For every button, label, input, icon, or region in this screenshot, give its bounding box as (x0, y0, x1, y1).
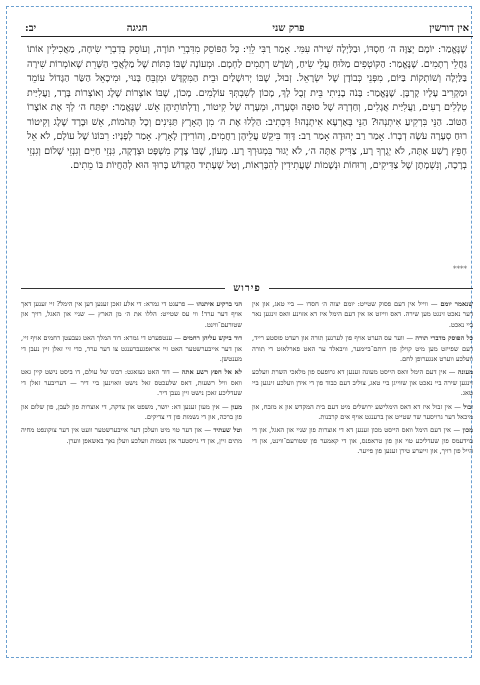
commentary-entry: מכון — אין דעם הימל וואס הייסט מכון זענען דא די אוצרות פון שניי און האגל, און די בוידעמס פון שעדליכע טוי און פון טראפנס, און די קאמער פון שטורעם־ווינט, און די הייל פון רויך, און זייערע טירן זענען פון פייער. (252, 426, 473, 456)
commentary-column-left (21, 299, 242, 685)
commentary-entry: שנאמר יומם — ווייל אין דעם פסוק שטייט: יומם יצוה ה׳ חסדו — ביי טאג, און אין דער נאכט זינגט מען שירה. דאס ווייזט אז אין דעם הימל איז דא אזוינע וואס זינגען נאר ביי נאכט. (252, 300, 473, 329)
divider-rule (21, 288, 225, 289)
commentary-lemma: שנאמר יומם (440, 300, 473, 308)
commentary-entry: דוד ביקש עליהן רחמים — ענטפערט די גמרא: דוד המלך האט געבעטן רחמים אויף זיי, און דער אייבערשטער האט זיי אראפגעברענגט צו דער ערד, כדי זיי זאלן זיין נעבן די מענטשן. (21, 334, 242, 364)
page-frame (6, 6, 472, 658)
commentary-entry: כל הפוסק מדברי תורה — ווער עס הערט אויף פון לערנען תורה און רעדט פוסטע רייד, דעם שפייזט מען מיט קוילן פון רותם־ביימער, וויבאלד ער האט פארלאזט די תורה וועלכע ווערט אנגערופן לחם. (252, 334, 473, 364)
commentary-column-right (252, 299, 473, 685)
commentary-lemma: זבול (463, 402, 473, 411)
commentary-text: און דער טוי מיט וועלכן דער אייבערשטער וועט אין דער צוקונפט מחיה מתים זיין, און די גייסטער און נשמות וועלכע וועלן נאך באשאפן ווערן. (21, 426, 242, 445)
commentary-entry: וטל שעתיד — און דער טוי מיט וועלכן דער אייבערשטער וועט אין דער צוקונפט מחיה מתים זיין, און די גייסטער און נשמות וועלכע וועלן נאך באשאפן ווערן. (21, 426, 242, 445)
commentary-entry: לא אל חפץ רשע אתה — דוד האט געזאגט: רבונו של עולם, דו ביסט נישט קיין גאט וואס וויל רשעות, דאס שלעכטס זאל נישט וואוינען ביי דיר — דעריבער זאלן די שעדליכע זאכן נישט זיין נעבן דיר. (21, 368, 242, 398)
main-text-block (21, 43, 473, 263)
commentary-lemma: מכון (462, 426, 473, 435)
footnote-marker: **** (453, 265, 467, 273)
commentary-entry: מעונה — אין דעם הימל וואס הייסט מעונה זענען דא גרופעס פון מלאכי השרת וועלכע זינגען שירה ביי נאכט און שווייגן ביי טאג, צוליב דעם כבוד פון די אידן וועלכע זינגען ביי טאג. (252, 368, 473, 398)
header-chapter-name: אין דורשין (429, 23, 469, 34)
commentary-text: ווייל אין דעם פסוק שטייט: יומם יצוה ה׳ חסדו — ביי טאג, און אין דער נאכט זינגט מען שירה. דאס ווייזט אז אין דעם הימל איז דא אזוינע וואס זינגען נאר ביי נאכט. (252, 300, 473, 329)
header-tractate-name: חגיגה (126, 23, 148, 34)
commentary-lemma: מעון (230, 402, 242, 411)
commentary-lemma: וטל שעתיד (213, 426, 242, 435)
commentary-text: אין דעם הימל וואס הייסט מעונה זענען דא גרופעס פון מלאכי השרת וועלכע זינגען שירה ביי נאכט און שווייגן ביי טאג, צוליב דעם כבוד פון די אידן וועלכע זינגען ביי טאג. (252, 368, 473, 398)
commentary-title: פירוש (233, 282, 261, 294)
talmud-page (21, 21, 473, 661)
commentary-entry: מעון — אין מעון זענען דא: יושר, משפט און צדקה, די אוצרות פון לעבן, פון שלום און פון ברכה, און די נשמות פון די צדיקים. (21, 402, 242, 422)
divider-rule (269, 288, 473, 289)
header-tractate (25, 23, 148, 34)
commentary-header (21, 281, 473, 295)
commentary-text: אין מעון זענען דא: יושר, משפט און צדקה, די אוצרות פון לעבן, פון שלום און פון ברכה, און די נשמות פון די צדיקים. (21, 402, 242, 422)
commentary-text: ווער עס הערט אויף פון לערנען תורה און רעדט פוסטע רייד, דעם שפייזט מען מיט קוילן פון רותם־ביימער, וויבאלד ער האט פארלאזט די תורה וועלכע ווערט אנגערופן לחם. (252, 334, 473, 364)
header-chapter-number: פרק שני (272, 23, 305, 34)
main-text-paragraph: שֶׁנֶּאֱמַר: יוֹמָם יְצַוֶּה ה׳ חַסְדּוֹ, וּבַלַּיְלָה שִׁירֹה עִמִּי. אָמַר רַבִּי לֵוִי: כָּל הַפּוֹסֵק מִדִּבְרֵי תוֹרָה, וְעוֹסֵק בְּדִבְרֵי שִׂיחָה, מַאֲכִילִין אוֹתוֹ גַּחֲלֵי רְתָמִים. שֶׁנֶּאֱמַר: הַקּוֹטְפִים מַלּוּחַ עֲלֵי שִׂיחַ, וְשֹׁרֶשׁ רְתָמִים לַחְמָם. וּמְעוֹנָה שֶׁבּוֹ כִּתּוֹת שֶׁל מַלְאֲכֵי הַשָּׁרֵת שֶׁאוֹמְרוֹת שִׁירָה בַּלַּיְלָה וְשׁוֹתְקוֹת בַּיּוֹם, מִפְּנֵי כְּבוֹדָן שֶׁל יִשְׂרָאֵל. זְבוּל, שֶׁבּוֹ יְרוּשָׁלַיִם וּבֵית הַמִּקְדָּשׁ וּמִזְבֵּחַ בָּנוּי, וּמִיכָאֵל הַשַּׂר הַגָּדוֹל עוֹמֵד וּמַקְרִיב עָלָיו קָרְבָּן. שֶׁנֶּאֱמַר: בָּנֹה בָנִיתִי בֵּית זְבֻל לָךְ, מָכוֹן לְשִׁבְתְּךָ עוֹלָמִים. מָכוֹן, שֶׁבּוֹ אוֹצְרוֹת שֶׁלֶג וְאוֹצְרוֹת בָּרָד, וַעֲלִיַּית טְלָלִים רָעִים, וַעֲלִיַּית אֲגָלִים, וְחַדְרָהּ שֶׁל סוּפָה וּסְעָרָה, וּמְעָרָה שֶׁל קִיטוֹר, וְדַלְתוֹתֵיהֶן אֵשׁ. שֶׁנֶּאֱמַר: יִפְתַּח ה׳ לְךָ אֶת אוֹצָרוֹ הַטּוֹב. הַנֵּי בִּרְקִיעַ אִיתְנְהוּ? הַנֵּי בְּאַרְעָא אִיתְנְהוּ! דִּכְתִיב: הַלְלוּ אֶת ה׳ מִן הָאָרֶץ תַּנִּינִים וְכָל תְּהֹמוֹת, אֵשׁ וּבָרָד שֶׁלֶג וְקִיטוֹר רוּחַ סְעָרָה עֹשָׂה דְבָרוֹ. אָמַר רַב יְהוּדָה אָמַר רַב: דָּוִד בִּיקֵּשׁ עֲלֵיהֶן רַחֲמִים, וְהוֹרִידָן לָאָרֶץ. אָמַר לְפָנָיו: רִבּוֹנוֹ שֶׁל עוֹלָם, לֹא אֵל חָפֵץ רֶשַׁע אָתָּה, לֹא יְגֻרְךָ רָע, צַדִּיק אַתָּה ה׳, לֹא יָגוּר בִּמְגוּרְךָ רָע. מָעוֹן, שֶׁבּוֹ צֶדֶק מִשְׁפָּט וּצְדָקָה, גִּנְזֵי חַיִּים וְגִנְזֵי שָׁלוֹם וְגִנְזֵי בְרָכָה, וְנִשְׁמָתָן שֶׁל צַדִּיקִים, וְרוּחוֹת וּנְשָׁמוֹת שֶׁעֲתִידִין לְהִבָּרְאוֹת, וְטַל שֶׁעָתִיד הַקָּדוֹשׁ בָּרוּךְ הוּא לְהַחֲיוֹת בּוֹ מֵתִים. (27, 44, 467, 171)
running-header (21, 21, 473, 37)
commentary-text: דוד האט געזאגט: רבונו של עולם, דו ביסט נישט קיין גאט וואס וויל רשעות, דאס שלעכטס זאל נישט וואוינען ביי דיר — דעריבער זאלן די שעדליכע זאכן נישט זיין נעבן דיר. (21, 368, 242, 398)
commentary-text: ענטפערט די גמרא: דוד המלך האט געבעטן רחמים אויף זיי, און דער אייבערשטער האט זיי אראפגעברענגט צו דער ערד, כדי זיי זאלן זיין נעבן די מענטשן. (21, 334, 242, 364)
commentary-text: פרעגט די גמרא: די אלע זאכן זענען דען אין הימל? זיי זענען דאך אויף דער ערד! ווי עס שטייט: הללו את ה׳ מן הארץ — שניי און האגל, רויך און שטורעם־ווינט. (21, 300, 242, 329)
commentary-lemma: הני ברקיע איתנהו (196, 300, 242, 308)
commentary-entry: הני ברקיע איתנהו — פרעגט די גמרא: די אלע זאכן זענען דען אין הימל? זיי זענען דאך אויף דער ערד! ווי עס שטייט: הללו את ה׳ מן הארץ — שניי און האגל, רויך און שטורעם־ווינט. (21, 300, 242, 329)
commentary-lemma: לא אל חפץ רשע אתה (181, 368, 242, 377)
header-folio: יב: (25, 23, 37, 34)
commentary-text: אין דעם הימל וואס הייסט מכון זענען דא די אוצרות פון שניי און האגל, און די בוידעמס פון שעדליכע טוי און פון טראפנס, און די קאמער פון שטורעם־ווינט, און די הייל פון רויך, און זייערע טירן זענען פון פייער. (252, 426, 473, 456)
commentary-entry: זבול — אין זבול איז דא דאס הימלישע ירושלים מיט דעם בית המקדש און א מזבח, און מיכאל דער גרויסער שר שטייט און ברענגט אויף אים קרבנות. (252, 402, 473, 422)
commentary-columns (21, 299, 473, 685)
commentary-lemma: דוד ביקש עליהן רחמים (182, 334, 242, 343)
commentary-lemma: מעונה (457, 368, 473, 377)
commentary-lemma: כל הפוסק מדברי תורה (415, 334, 473, 343)
commentary-text: אין זבול איז דא דאס הימלישע ירושלים מיט דעם בית המקדש און א מזבח, און מיכאל דער גרויסער שר שטייט און ברענגט אויף אים קרבנות. (252, 402, 473, 422)
